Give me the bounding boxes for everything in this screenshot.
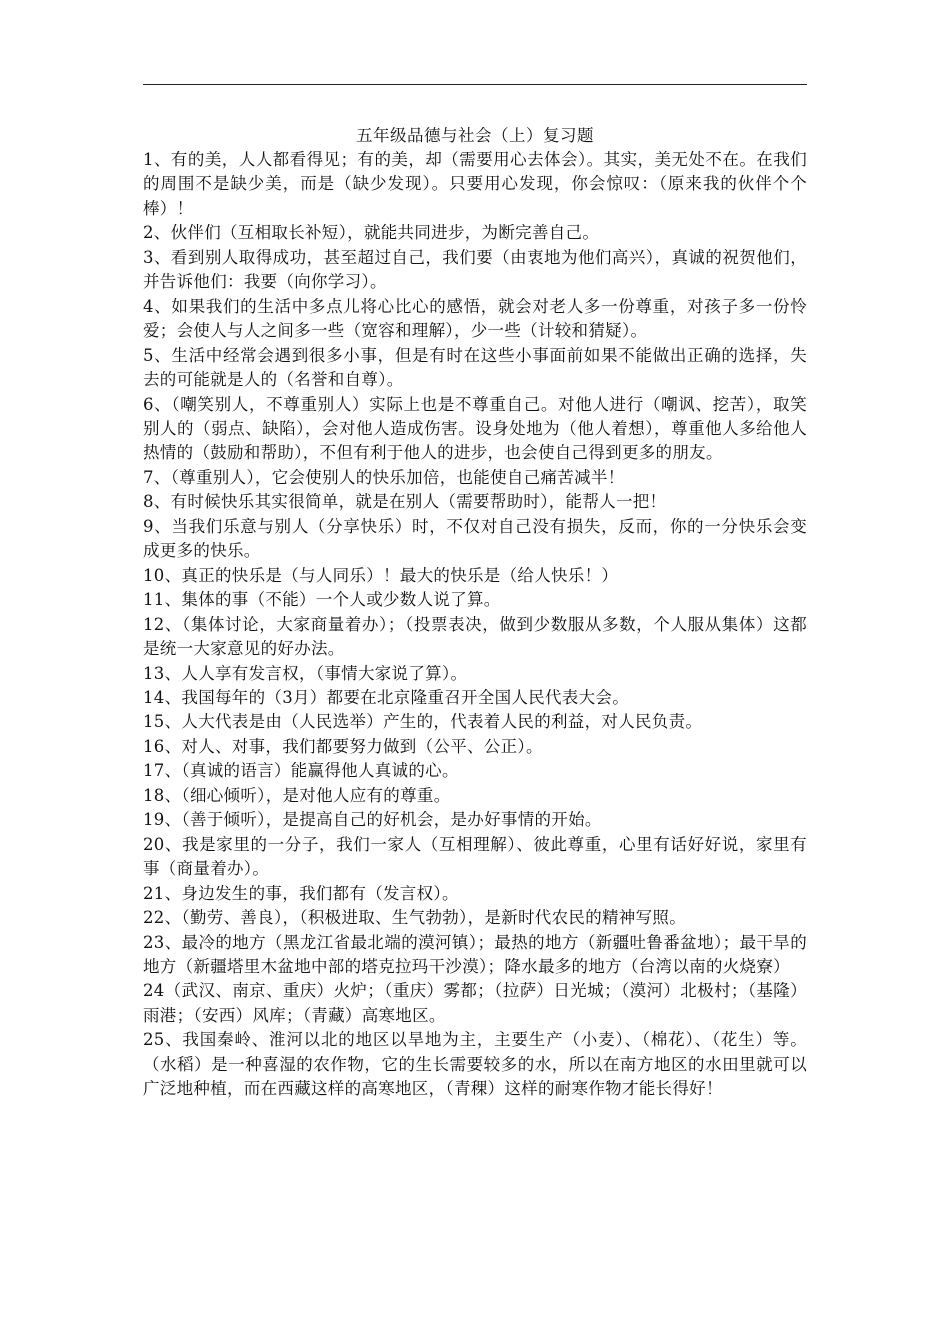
document-body: [143, 148, 807, 1102]
question-item: 22、（勤劳、善良），（积极进取、生气勃勃），是新时代农民的精神写照。: [143, 908, 686, 928]
question-item: 20、我是家里的一分子，我们一家人（互相理解）、彼此尊重，心里有话好好说，家里有事（商量着办）。: [143, 834, 807, 879]
document-title: 五年级品德与社会（上）复习题: [356, 126, 594, 145]
question-item: 24（武汉、南京、重庆）火炉；（重庆）雾都；（拉萨）日光城；（漠河）北极村；（基隆）雨港；（安西）风库；（青藏）高寒地区。: [143, 981, 807, 1025]
question-item: 10、真正的快乐是（与人同乐）！最大的快乐是（给人快乐！）: [143, 565, 619, 585]
question-item: 9、当我们乐意与别人（分享快乐）时，不仅对自己没有损失，反而，你的一分快乐会变成更多的快乐。: [143, 516, 807, 561]
question-item: 5、生活中经常会遇到很多小事，但是有时在这些小事面前如果不能做出正确的选择，失去的可能就是人的（名誉和自尊）。: [143, 345, 807, 390]
question-item: 18、（细心倾听），是对他人应有的尊重。: [143, 785, 451, 805]
header-rule: [143, 84, 807, 85]
question-item: 21、身边发生的事，我们都有（发言权）。: [143, 883, 459, 903]
question-item: 11、集体的事（不能）一个人或少数人说了算。: [143, 590, 501, 610]
question-item: 13、人人享有发言权，（事情大家说了算）。: [143, 663, 468, 683]
question-item: 23、最冷的地方（黑龙江省最北端的漠河镇）；最热的地方（新疆吐鲁番盆地）；最干旱的地方（新疆塔里木盆地中部的塔克拉玛干沙漠）；降水最多的地方（台湾以南的火烧寮）: [143, 932, 807, 976]
question-item: 12、（集体讨论，大家商量着办）；（投票表决，做到少数服从多数，个人服从集体）这都是统一大家意见的好办法。: [143, 614, 807, 659]
question-item: 2、伙伴们（互相取长补短），就能共同进步，为断完善自己。: [143, 223, 600, 243]
question-item: 1、有的美，人人都看得见；有的美，却（需要用心去体会）。其实，美无处不在。在我们的周围不是缺少美，而是（缺少发现）。只要用心发现，你会惊叹：（原来我的伙伴个个棒）！: [143, 150, 807, 218]
question-item: 14、我国每年的（3月）都要在北京隆重召开全国人民代表大会。: [143, 687, 629, 707]
question-item: 3、看到别人取得成功，甚至超过自己，我们要（由衷地为他们高兴），真诚的祝贺他们，并告诉他们：我要（向你学习）。: [143, 247, 807, 292]
question-item: 15、人大代表是由（人民选举）产生的，代表着人民的利益，对人民负责。: [143, 712, 703, 732]
question-item: 6、（嘲笑别人，不尊重别人）实际上也是不尊重自己。对他人进行（嘲讽、挖苦），取笑别人的（弱点、缺陷），会对他人造成伤害。设身处地为（他人着想），尊重他人多给他人热情的（鼓励和帮助），不但有利于他人的进步，也会使自己得到更多的朋友。: [143, 394, 807, 463]
question-item: 16、对人、对事，我们都要努力做到（公平、公正）。: [143, 736, 543, 756]
question-item: 8、有时候快乐其实很简单，就是在别人（需要帮助时），能帮人一把！: [143, 492, 667, 512]
question-item: 7、（尊重别人），它会使别人的快乐加倍，也能使自己痛苦减半！: [143, 467, 625, 487]
question-item: 19、（善于倾听），是提高自己的好机会，是办好事情的开始。: [143, 810, 602, 830]
question-item: 4、如果我们的生活中多点儿将心比心的感悟，就会对老人多一份尊重，对孩子多一份怜爱；会使人与人之间多一些（宽容和理解），少一些（计较和猜疑）。: [143, 296, 807, 341]
question-item: 25、我国秦岭、淮河以北的地区以旱地为主，主要生产（小麦）、（棉花）、（花生）等。（水稻）是一种喜湿的农作物，它的生长需要较多的水，所以在南方地区的水田里就可以广泛地种植，而在西藏这样的高寒地区，（青稞）这样的耐寒作物才能长得好！: [143, 1030, 807, 1099]
question-item: 17、（真诚的语言）能赢得他人真诚的心。: [143, 761, 459, 781]
